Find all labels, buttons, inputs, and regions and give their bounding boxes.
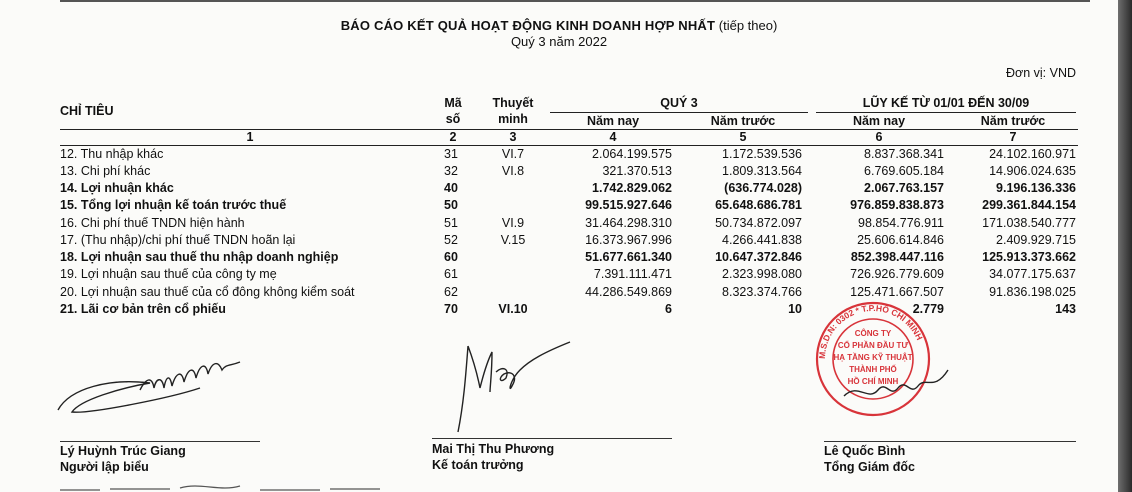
- header-rule-bottom: [60, 145, 1078, 146]
- header-quarter-group: QUÝ 3: [660, 96, 698, 110]
- top-border-line: [60, 0, 1090, 2]
- header-code-line1: Mã: [444, 96, 462, 110]
- row-ytd-last-year: 171.038.540.777: [982, 216, 1076, 230]
- table-row: [60, 181, 1080, 198]
- header-code-line2: số: [445, 112, 461, 126]
- ytd-group-rule: [816, 112, 1076, 113]
- row-ytd-this-year: 726.926.779.609: [850, 267, 944, 281]
- col-number-6: 6: [875, 130, 883, 144]
- row-note: V.15: [500, 233, 526, 247]
- header-ytd-last-year: Năm trước: [980, 114, 1046, 128]
- quarter-group-rule: [550, 112, 808, 113]
- row-quarter-this-year: 51.677.661.340: [585, 250, 672, 264]
- row-quarter-this-year: 2.064.199.575: [592, 147, 672, 161]
- row-note: VI.8: [501, 164, 525, 178]
- chief-accountant-role: Kế toán trưởng: [432, 458, 524, 472]
- row-name: 17. (Thu nhập)/chi phí thuế TNDN hoãn lại: [60, 233, 296, 247]
- row-code: 70: [444, 302, 458, 316]
- row-quarter-this-year: 44.286.549.869: [585, 285, 672, 299]
- row-quarter-this-year: 6: [665, 302, 672, 316]
- row-code: 61: [444, 267, 458, 281]
- header-note-line2: minh: [498, 112, 528, 126]
- row-ytd-last-year: 143: [1055, 302, 1076, 316]
- row-quarter-last-year: 1.809.313.564: [722, 164, 802, 178]
- stamp-line-3: HẠ TẦNG KỸ THUẬT: [833, 353, 913, 362]
- row-code: 40: [444, 181, 458, 195]
- row-name: 13. Chi phí khác: [60, 164, 151, 178]
- table-row: [60, 147, 1080, 164]
- row-name: 16. Chi phí thuế TNDN hiện hành: [60, 216, 245, 230]
- col-number-3: 3: [509, 130, 517, 144]
- row-code: 51: [444, 216, 458, 230]
- row-name: 21. Lãi cơ bản trên cổ phiếu: [60, 302, 226, 316]
- preparer-role: Người lập biểu: [60, 460, 149, 474]
- row-ytd-this-year: 125.471.667.507: [850, 285, 944, 299]
- row-quarter-this-year: 1.742.829.062: [592, 181, 672, 195]
- report-title: [0, 18, 1118, 33]
- row-note: VI.9: [501, 216, 525, 230]
- row-name: 14. Lợi nhuận khác: [60, 181, 174, 195]
- row-quarter-last-year: 1.172.539.536: [722, 147, 802, 161]
- stamp-line-4: THÀNH PHỐ: [849, 365, 897, 374]
- signature-line-chief-accountant: [432, 438, 672, 439]
- row-note: VI.10: [498, 302, 528, 316]
- col-number-7: 7: [1009, 130, 1017, 144]
- row-code: 50: [444, 198, 458, 212]
- row-code: 52: [444, 233, 458, 247]
- row-quarter-last-year: 10: [788, 302, 802, 316]
- row-ytd-last-year: 24.102.160.971: [989, 147, 1076, 161]
- currency-unit: Đơn vị: VND: [1005, 66, 1076, 80]
- header-this-year: Năm nay: [586, 114, 640, 128]
- col-number-4: 4: [609, 130, 617, 144]
- stamp-line-2: CỔ PHẦN ĐẦU TƯ: [837, 341, 909, 350]
- row-quarter-last-year: (636.774.028): [724, 181, 802, 195]
- table-row: [60, 267, 1080, 284]
- row-quarter-last-year: 65.648.686.781: [715, 198, 802, 212]
- col-number-1: 1: [246, 130, 254, 144]
- row-quarter-last-year: 50.734.872.097: [715, 216, 802, 230]
- row-ytd-last-year: 2.409.929.715: [996, 233, 1076, 247]
- row-quarter-last-year: 4.266.441.838: [722, 233, 802, 247]
- row-quarter-this-year: 99.515.927.646: [585, 198, 672, 212]
- table-row: [60, 164, 1080, 181]
- row-ytd-last-year: 14.906.024.635: [989, 164, 1076, 178]
- row-quarter-this-year: 7.391.111.471: [593, 267, 672, 281]
- footer-cutoff-text: [60, 480, 400, 492]
- header-last-year: Năm trước: [710, 114, 776, 128]
- row-code: 31: [444, 147, 458, 161]
- table-row: [60, 250, 1080, 267]
- row-code: 60: [444, 250, 458, 264]
- row-note: VI.7: [501, 147, 525, 161]
- row-quarter-last-year: 10.647.372.846: [715, 250, 802, 264]
- stamp-line-1: CÔNG TY: [854, 329, 892, 338]
- report-period: Quý 3 năm 2022: [510, 34, 608, 49]
- table-row: [60, 198, 1080, 215]
- row-ytd-this-year: 6.769.605.184: [864, 164, 944, 178]
- row-quarter-last-year: 2.323.998.080: [722, 267, 802, 281]
- row-quarter-this-year: 321.370.513: [602, 164, 672, 178]
- row-ytd-last-year: 9.196.136.336: [996, 181, 1076, 195]
- signature-general-director: [838, 362, 958, 412]
- row-ytd-this-year: 8.837.368.341: [864, 147, 944, 161]
- row-ytd-last-year: 91.836.198.025: [989, 285, 1076, 299]
- row-ytd-last-year: 125.913.373.662: [982, 250, 1076, 264]
- row-ytd-this-year: 852.398.447.116: [850, 250, 944, 264]
- row-ytd-this-year: 976.859.838.873: [850, 198, 944, 212]
- signature-line-preparer: [60, 441, 260, 442]
- signature-line-director: [824, 441, 1076, 442]
- row-name: 12. Thu nhập khác: [60, 147, 164, 161]
- table-row: [60, 233, 1080, 250]
- header-ytd-this-year: Năm nay: [852, 114, 906, 128]
- director-role: Tổng Giám đốc: [824, 460, 915, 474]
- row-quarter-last-year: 8.323.374.766: [722, 285, 802, 299]
- stamp-line-5: HỒ CHÍ MINH: [847, 377, 899, 386]
- header-note-line1: Thuyết: [492, 96, 534, 110]
- report-title-suffix: (tiếp theo): [715, 18, 778, 33]
- row-ytd-last-year: 299.361.844.154: [982, 198, 1076, 212]
- row-name: 20. Lợi nhuận sau thuế của cổ đông không kiểm soát: [60, 285, 355, 299]
- row-ytd-this-year: 98.854.776.911: [858, 216, 944, 230]
- row-ytd-this-year: 25.606.614.846: [857, 233, 944, 247]
- row-name: 15. Tổng lợi nhuận kế toán trước thuế: [60, 198, 287, 212]
- chief-accountant-name: Mai Thị Thu Phương: [432, 442, 555, 456]
- table-row: [60, 216, 1080, 233]
- signature-preparer: [50, 348, 290, 423]
- header-indicator: CHỈ TIÊU: [60, 104, 114, 118]
- col-number-2: 2: [449, 130, 457, 144]
- report-title-main: BÁO CÁO KẾT QUẢ HOẠT ĐỘNG KINH DOANH HỢP NHẤT: [340, 18, 716, 33]
- signature-chief-accountant: [440, 332, 580, 442]
- row-ytd-this-year: 2.067.763.157: [864, 181, 944, 195]
- row-name: 18. Lợi nhuận sau thuế thu nhập doanh nghiệp: [60, 250, 339, 264]
- row-ytd-last-year: 34.077.175.637: [989, 267, 1076, 281]
- row-ytd-this-year: 2.779: [912, 302, 944, 316]
- row-name: 19. Lợi nhuận sau thuế của công ty mẹ: [60, 267, 277, 281]
- row-quarter-this-year: 31.464.298.310: [585, 216, 672, 230]
- row-code: 62: [444, 285, 458, 299]
- preparer-name: Lý Huỳnh Trúc Giang: [60, 444, 186, 458]
- row-quarter-this-year: 16.373.967.996: [585, 233, 672, 247]
- window-edge: [1118, 0, 1132, 492]
- header-ytd-group: LŨY KẾ TỪ 01/01 ĐẾN 30/09: [862, 96, 1030, 110]
- stamp-ring-text: M.S.D.N: 0302 * T.P.HỒ CHÍ MINH: [816, 302, 925, 360]
- director-name: Lê Quốc Bình: [824, 444, 906, 458]
- row-code: 32: [444, 164, 458, 178]
- col-number-5: 5: [739, 130, 747, 144]
